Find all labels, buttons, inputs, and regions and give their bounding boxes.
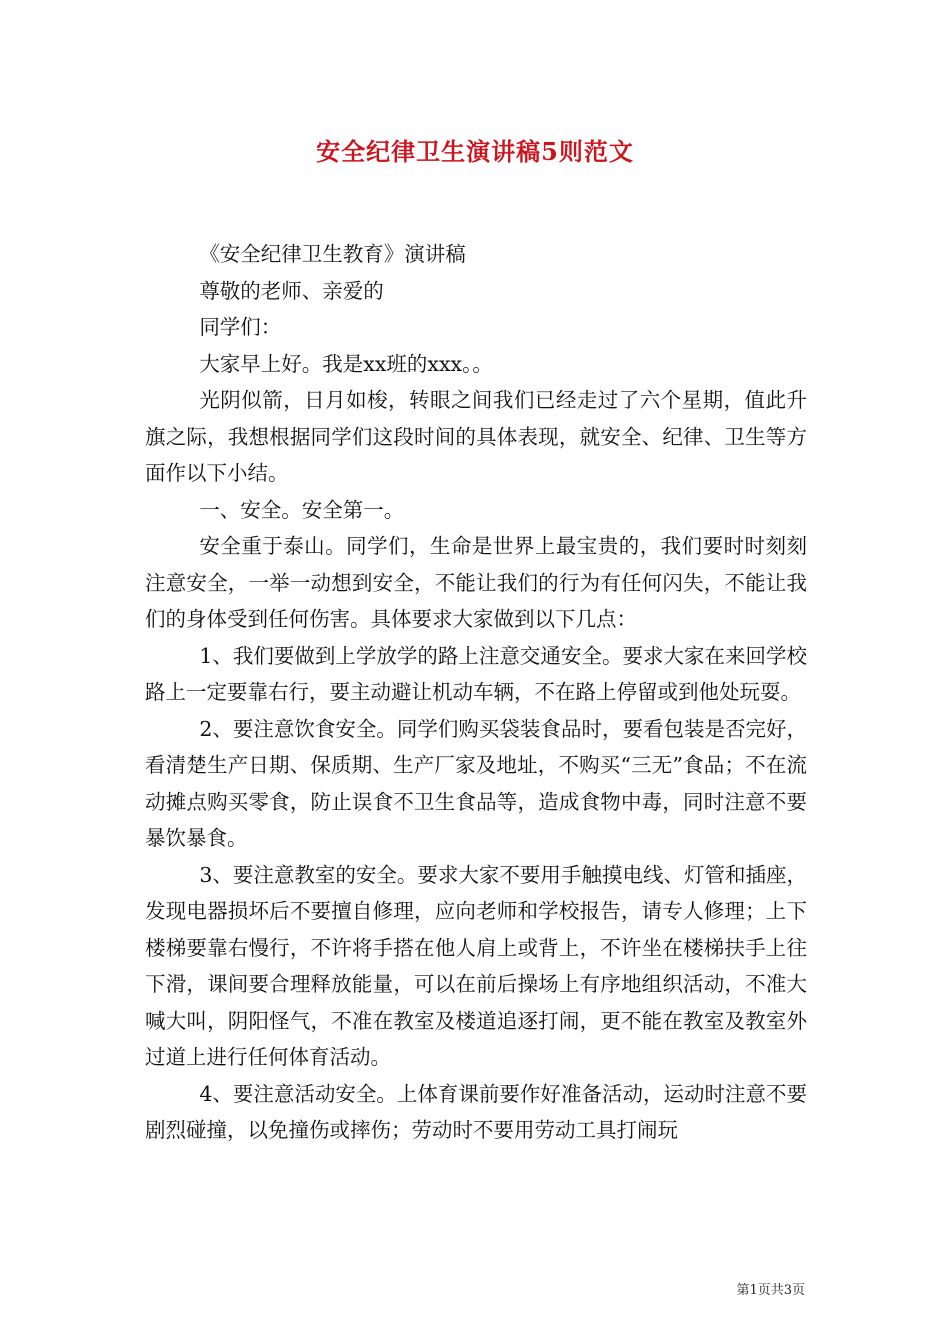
document-title: 安全纪律卫生演讲稿5则范文 xyxy=(316,137,634,166)
document-body xyxy=(145,236,807,1149)
paragraph: 同学们： xyxy=(199,315,282,339)
paragraph: 2、要注意饮食安全。同学们购买袋装食品时，要看包装是否完好，看清楚生产日期、保质期、生产厂家及地址，不购买“三无”食品；不在流动摊点购买零食，防止误食不卫生食品等，造成食物中毒，同时注意不要暴饮暴食。 xyxy=(145,716,807,850)
paragraph: 一、安全。安全第一。 xyxy=(199,497,405,522)
paragraph: 光阴似箭，日月如梭，转眼之间我们已经走过了六个星期，值此升旗之际，我想根据同学们这段时间的具体表现，就安全、纪律、卫生等方面作以下小结。 xyxy=(145,388,807,485)
page-number: 第1页共3页 xyxy=(736,1283,805,1298)
paragraph: 3、要注意教室的安全。要求大家不要用手触摸电线、灯管和插座，发现电器损坏后不要擅自修理，应向老师和学校报告，请专人修理；上下楼梯要靠右慢行，不许将手搭在他人肩上或背上，不许坐在楼梯扶手上往下滑，课间要合理释放能量，可以在前后操场上有序地组织活动，不准大喊大叫，阴阳怪气，不准在教室及楼道追逐打闹，更不能在教室及教室外过道上进行任何体育活动。 xyxy=(145,862,807,1069)
paragraph: 大家早上好。我是xx班的xxx。。 xyxy=(199,351,493,376)
paragraph: 1、我们要做到上学放学的路上注意交通安全。要求大家在来回学校路上一定要靠右行，要主动避让机动车辆，不在路上停留或到他处玩耍。 xyxy=(145,643,807,704)
paragraph: 《安全纪律卫生教育》演讲稿 xyxy=(199,242,466,266)
paragraph: 安全重于泰山。同学们，生命是世界上最宝贵的，我们要时时刻刻注意安全，一举一动想到安全，不能让我们的行为有任何闪失，不能让我们的身体受到任何伤害。具体要求大家做到以下几点： xyxy=(145,534,807,631)
paragraph: 4、要注意活动安全。上体育课前要作好准备活动，运动时注意不要剧烈碰撞，以免撞伤或摔伤；劳动时不要用劳动工具打闹玩 xyxy=(145,1081,807,1142)
paragraph: 尊敬的老师、亲爱的 xyxy=(199,278,384,303)
